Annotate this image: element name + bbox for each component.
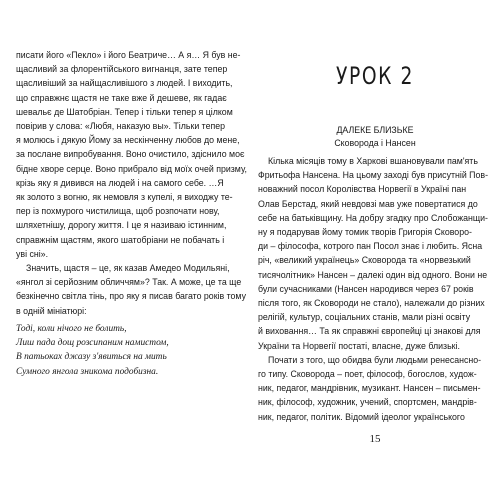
- text-line: річ, «великий українець» Сковорода та «норвезький: [258, 255, 471, 266]
- poem-line: В патьоках джазу з'явиться на мить: [16, 352, 167, 363]
- text-line: релігій, культур, соціальних станів, мали різні освіту: [258, 312, 471, 323]
- text-line: щасливий за флорентійського вигнанця, зате тепер: [16, 64, 228, 75]
- text-line: я молюсь і дякую Йому за нескінченну любов до мене,: [16, 135, 240, 146]
- poem-line: Тоді, коли нічого не болить,: [16, 324, 127, 334]
- text-line: ну я подарував йому томик творів Григорія Сковоро-: [258, 227, 472, 238]
- text-line: як золото з вогню, як немовля з купелі, я виходжу те-: [16, 192, 233, 203]
- text-line: після того, як Сковороди не стало), належали до різних: [258, 298, 485, 309]
- text-line: ник, педагог, мандрівник, музикант. Нансен – письмен-: [258, 383, 481, 394]
- page-number: 15: [369, 433, 381, 445]
- text-line: го типу. Сковорода – поет, філософ, богослов, худож-: [258, 369, 477, 380]
- text-line: крізь яку я дивився на людей і на самого себе. …Я: [16, 177, 224, 188]
- text-line: новажний посол Королівства Норвегії в Україні пан: [258, 184, 467, 195]
- left-paragraph-1: [16, 48, 247, 261]
- text-line: «янгол зі серйозним обличчям»? Так. А може, це та ще: [16, 277, 242, 288]
- chapter-subtitle: ДАЛЕКЕ БЛИЗЬКЕ: [336, 125, 414, 135]
- text-line: ник, педагог, політик. Відомий ідеолог українського: [258, 411, 465, 422]
- text-line: шляхетнішу, дорогу життя. І це я називаю істинним,: [16, 220, 227, 231]
- text-line: тисячолітник» Нансен – далекі один від одного. Вони не: [258, 269, 488, 280]
- right-paragraph-1: [258, 154, 490, 353]
- text-line: ди – філософа, котрого пан Посол знає і любить. Ясна: [258, 241, 483, 252]
- text-line: України та Норвегії постаті, власне, дуже близькі.: [258, 340, 460, 351]
- text-line: безкінечно світла тінь, про яку я писав багато років тому: [16, 291, 246, 302]
- text-line: уві сні».: [16, 248, 49, 259]
- right-page-body: [258, 154, 490, 424]
- text-line: шевальє де Шатобріан. Тепер і тільки тепер я цілком: [16, 106, 233, 117]
- text-line: писати його «Пекло» і його Беатриче… А я… Я був не-: [16, 50, 241, 60]
- text-line: щасливіший за найщасливішого з людей. І виходить,: [16, 78, 233, 89]
- text-line: Почати з того, що обидва були людьми ренесансно-: [268, 354, 482, 365]
- poem-line: Сумного янгола зникома подобизна.: [16, 366, 159, 377]
- text-line: в одній мініатюрі:: [16, 305, 87, 316]
- chapter-title: УРОК 2: [336, 62, 414, 90]
- text-line: повірив у слова: «Любя, наказую вы». Тільки тепер: [16, 121, 226, 132]
- poem-line: Лиш пада дощ розсипаним намистом,: [16, 338, 169, 349]
- chapter-subtitle-names: Сковорода і Нансен: [334, 138, 416, 148]
- text-line: пер із похмурого чистилища, щоб розпочати нову,: [16, 206, 220, 217]
- text-line: були сучасниками (Нансен народився через 67 років: [258, 283, 474, 294]
- text-line: себе на батьківщину. На добру згадку про Слобожанщи-: [258, 212, 488, 223]
- left-paragraph-2: [16, 261, 246, 318]
- text-line: Кілька місяців тому в Харкові вшановували пам'ять: [268, 156, 478, 166]
- text-line: справжнім щастям, якого шатобріани не побачать і: [16, 234, 225, 245]
- text-line: Фритьофа Нансена. На цьому заході був присутній Пов-: [258, 170, 488, 181]
- text-line: Олав Берстад, який невдовзі мав уже повертатися до: [258, 198, 478, 209]
- text-line: бідне хворе серце. Воно прибрало від моїх очей призму,: [16, 163, 247, 174]
- text-line: й виховання… Та як справжні європейці ці знакові для: [258, 326, 481, 337]
- text-line: що справжнє щастя не таке вже й дешеве, як гадає: [16, 92, 227, 103]
- poem-quote: [16, 322, 242, 379]
- right-page: [250, 0, 500, 500]
- left-page-body: [16, 48, 247, 318]
- text-line: ник, філософ, художник, учений, спортсмен, мандрів-: [258, 397, 477, 408]
- text-line: Значить, щастя – це, як казав Амедео Модильяні,: [26, 263, 230, 274]
- right-paragraph-2: [258, 353, 490, 424]
- text-line: за послане випробування. Воно очистило, здіснило моє: [16, 149, 245, 160]
